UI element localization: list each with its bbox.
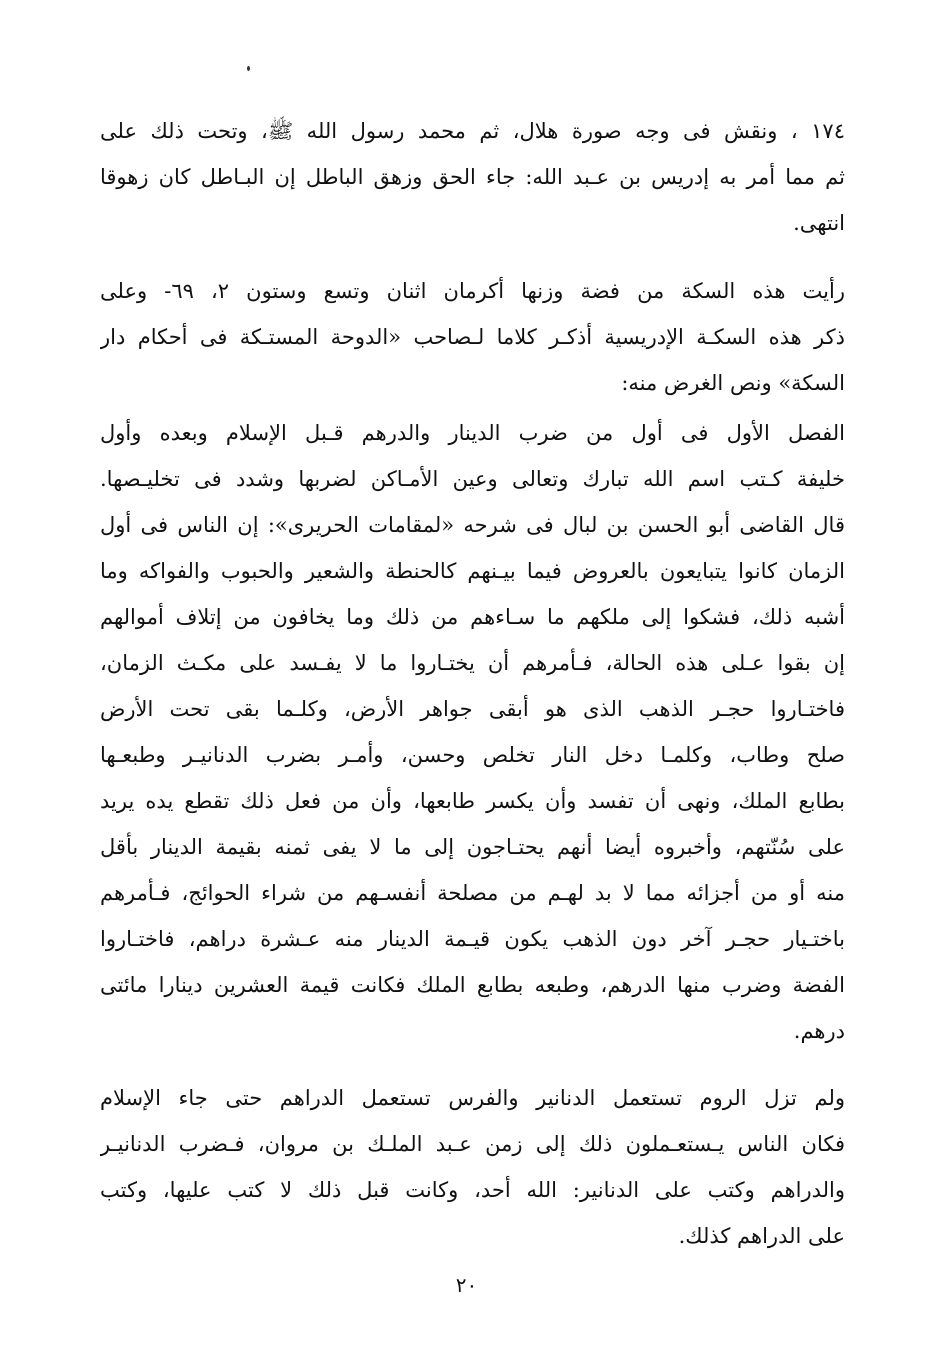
text-line: على سُنّتهم، وأخبروه أيضا أنهم يحتـاجون إلى ما لا يفى ثمنه بقيمة الدينار بأقل xyxy=(100,835,845,859)
text-line: السكة» ونص الغرض منه: xyxy=(621,371,845,395)
paragraph-1 xyxy=(100,108,845,246)
text-line: انتهى. xyxy=(793,211,845,235)
text-line: أشبه ذلك، فشكوا إلى ملكهم ما سـاءهم من ذلك وما يخافون من إتلاف أموالهم xyxy=(100,605,845,629)
text-line: الفصل الأول فى أول من ضرب الدينار والدرهم قـبل الإسلام وبعده وأول xyxy=(100,421,845,445)
paragraph-3 xyxy=(100,410,845,1054)
text-line: بطابع الملك، ونهى أن تفسد وأن يكسر طابعها، وأن من فعل ذلك تقطع يده يريد xyxy=(100,789,845,813)
text-line: الزمان كانوا يتبايعون بالعروض فيما بيـنهم كالحنطة والشعير والحبوب والفواكه وما xyxy=(100,559,845,583)
paragraph-2 xyxy=(100,268,845,406)
text-line: قال القاضى أبو الحسن بن لبال فى شرحه «لمقامات الحريرى»: إن الناس فى أول xyxy=(100,513,845,537)
text-line: درهم. xyxy=(793,1019,845,1043)
text-line: ثم مما أمر به إدريس بن عـبد الله: جاء الحق وزهق الباطل إن البـاطل كان زهوقا xyxy=(100,165,845,189)
text-line: ١٧٤ ، ونقش فى وجه صورة هلال، ثم محمد رسول الله ﷺ، وتحت ذلك على xyxy=(100,119,845,143)
paragraph-4 xyxy=(100,1075,845,1259)
text-line: خليفة كـتب اسم الله تبارك وتعالى وعين الأمـاكن لضربها وشدد فى تخليـصها. xyxy=(100,467,845,491)
text-line: منه أو من أجزائه مما لا بد لهـم من مصلحة أنفسـهم من شراء الحوائج، فـأمرهم xyxy=(100,881,845,905)
text-line: على الدراهم كذلك. xyxy=(678,1224,845,1248)
stray-ink-mark xyxy=(247,66,250,71)
text-line: رأيت هذه السكة من فضة وزنها أكرمان اثنان وتسع وستون ٢، ٦٩- وعلى xyxy=(100,279,845,303)
text-line: صلح وطاب، وكلمـا دخل النار تخلص وحسن، وأمـر بضرب الدنانيـر وطبعـها xyxy=(100,743,845,767)
text-line: إن بقوا عـلى هذه الحالة، فـأمرهم أن يختـاروا ما لا يفـسد على مكـث الزمان، xyxy=(100,651,845,675)
text-line: والدراهم وكتب على الدنانير: الله أحد، وكانت قبل ذلك لا كتب عليها، وكتب xyxy=(100,1178,845,1202)
page-number: ٢٠ xyxy=(455,1273,478,1297)
text-line: الفضة وضرب منها الدرهم، وطبعه بطابع الملك فكانت قيمة العشرين دينارا مائتى xyxy=(100,973,845,997)
text-line: فاختـاروا حجـر الذهب الذى هو أبقى جواهر الأرض، وكلـما بقى تحت الأرض xyxy=(100,697,845,721)
text-line: ولم تزل الروم تستعمل الدنانير والفرس تستعمل الدراهم حتى جاء الإسلام xyxy=(100,1086,845,1110)
text-line: ذكر هذه السكـة الإدريسية أذكـر كلاما لـصاحب «الدوحة المستـكة فى أحكام دار xyxy=(100,325,845,349)
text-line: باختـيار حجـر آخر دون الذهب يكون قيـمة الدينار منه عـشرة دراهم، فاختـاروا xyxy=(100,927,845,951)
text-line: فكان الناس يـستعـملون ذلك إلى زمن عـبد الملـك بن مروان، فـضرب الدنانيـر xyxy=(100,1132,845,1156)
